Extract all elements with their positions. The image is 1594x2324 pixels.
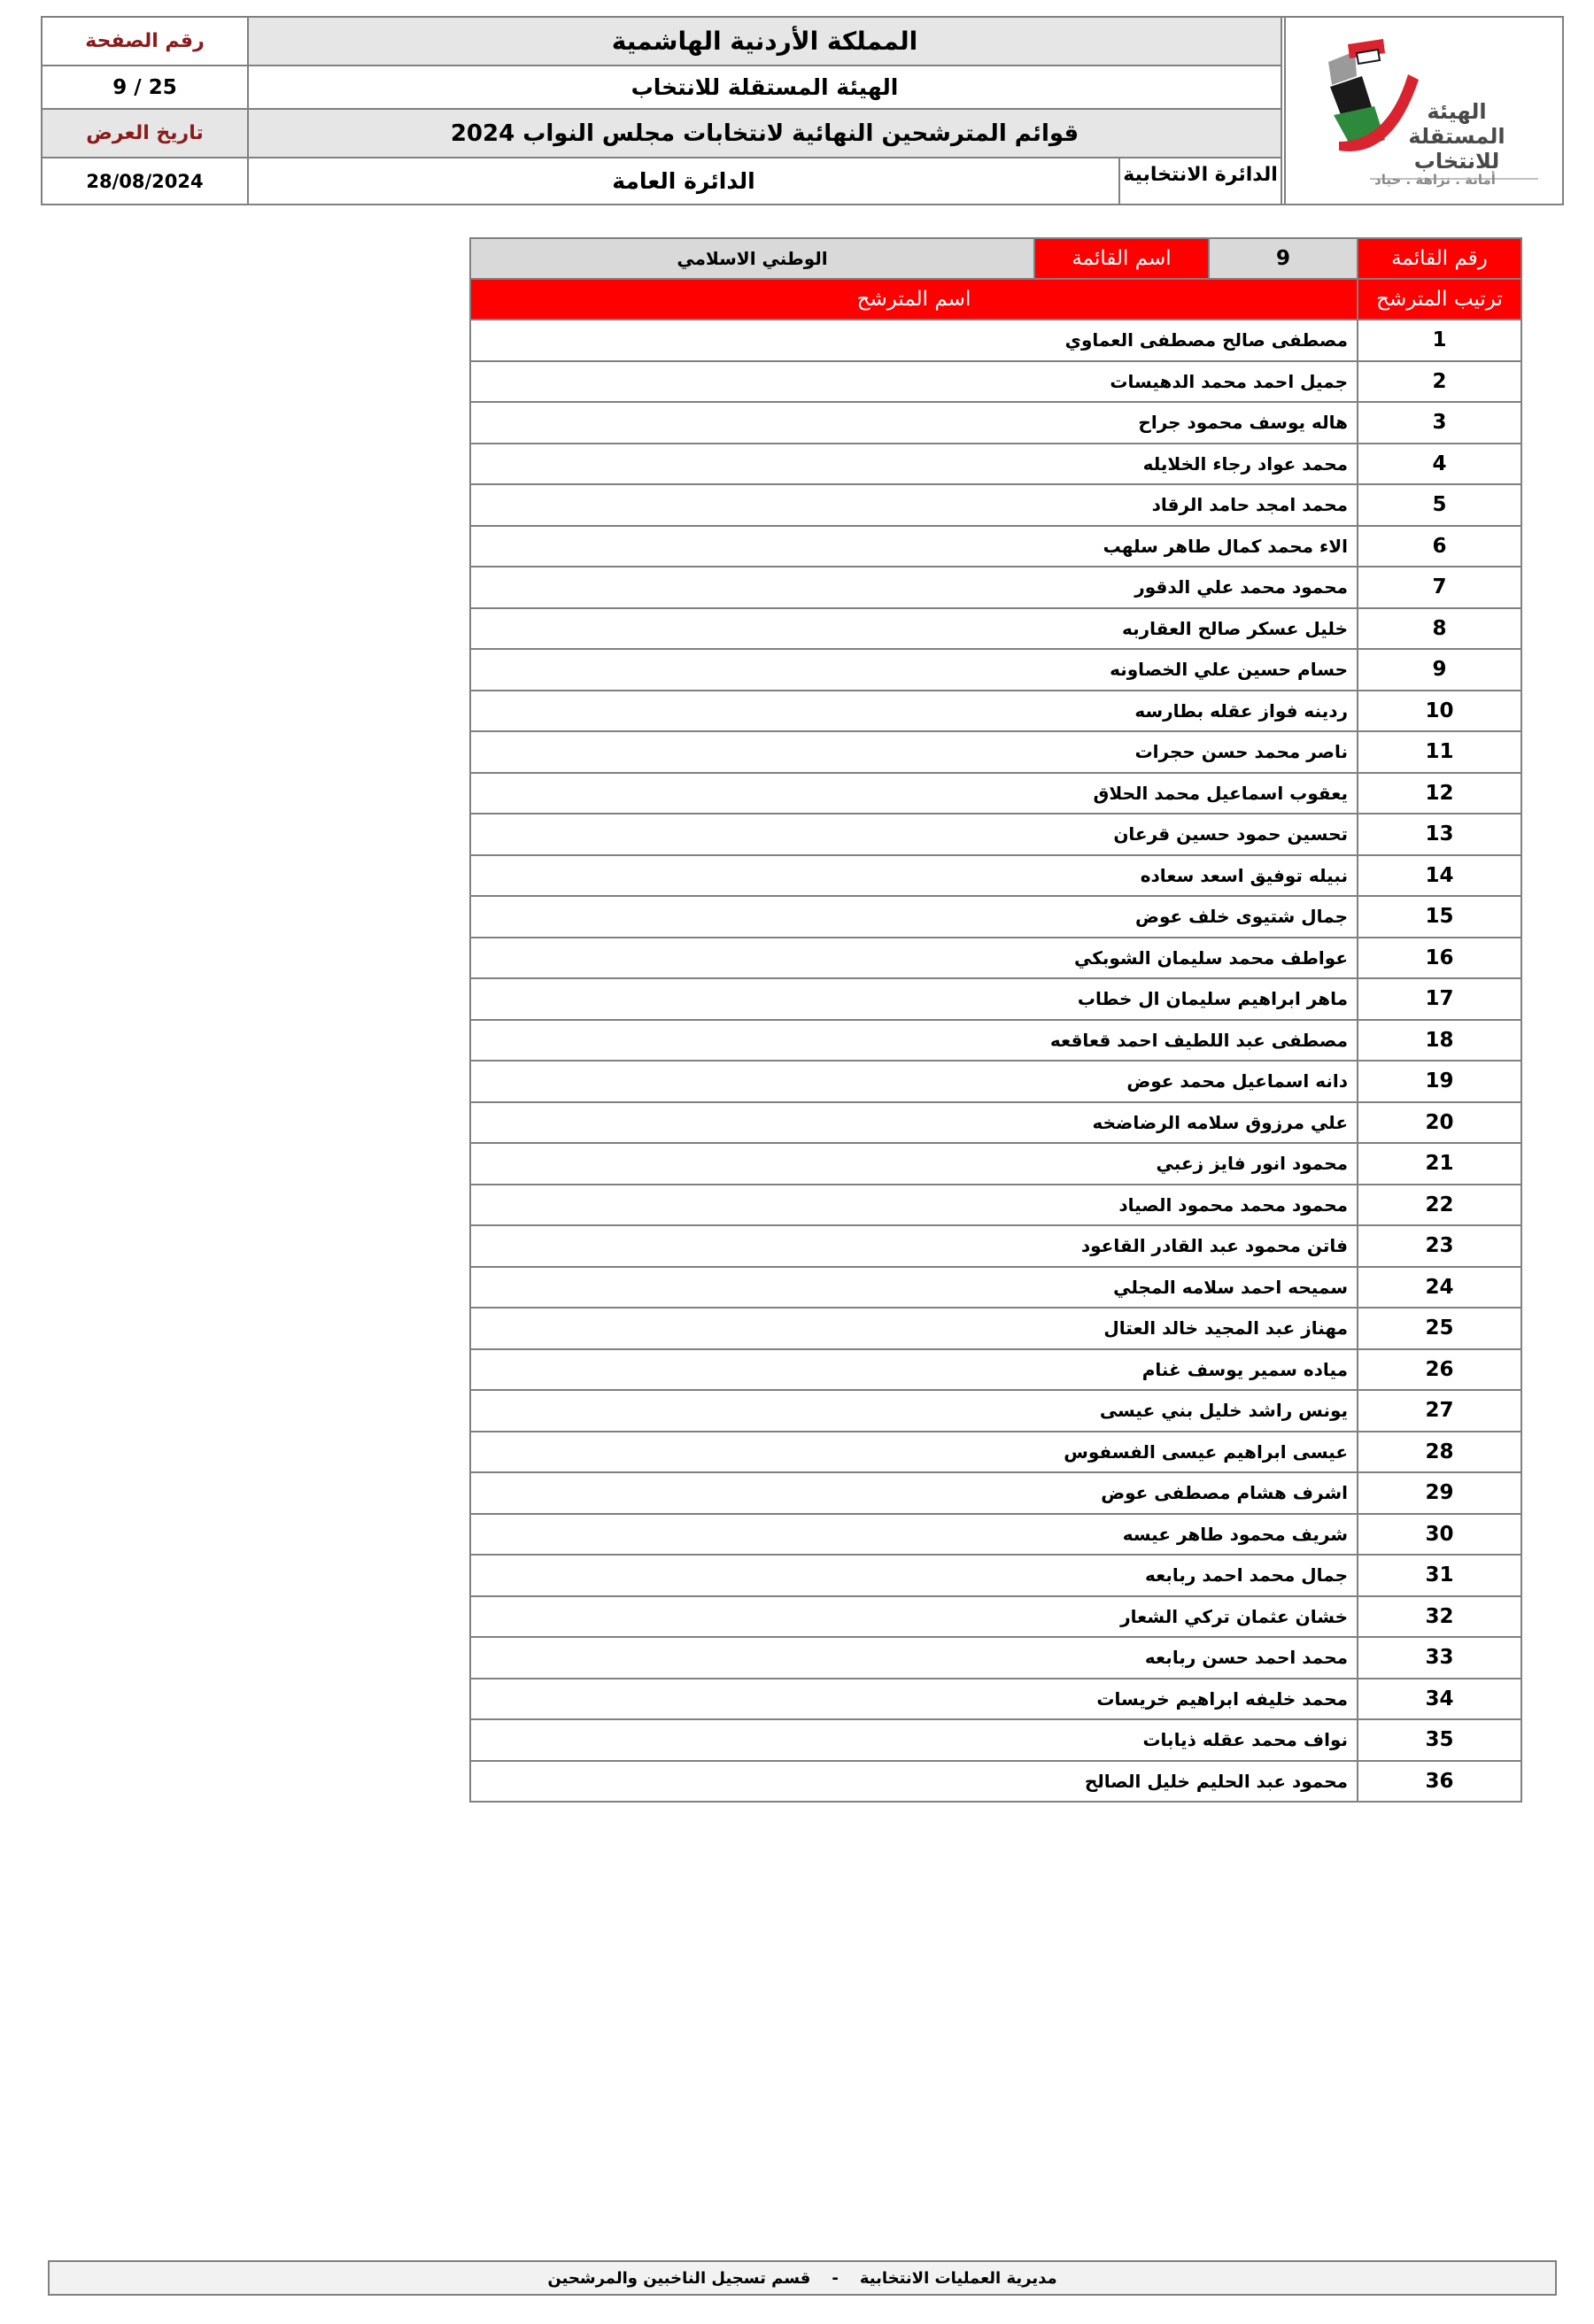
candidate-name: محمود محمد محمود الصياد: [470, 1185, 1358, 1226]
candidate-name: محمود انور فايز زعبي: [470, 1143, 1358, 1185]
table-row: [470, 526, 1521, 567]
candidate-rank: 7: [1358, 567, 1521, 608]
candidate-name: محمد احمد حسن ربابعه: [470, 1637, 1358, 1679]
page-number-value: 9 / 25: [43, 66, 249, 110]
candidate-name: مصطفى عبد اللطيف احمد قعاقعه: [470, 1020, 1358, 1062]
candidate-name: شريف محمود طاهر عيسه: [470, 1514, 1358, 1556]
list-name-label: اسم القائمة: [1034, 238, 1209, 279]
candidate-rank: 31: [1358, 1555, 1521, 1596]
candidate-rank: 21: [1358, 1143, 1521, 1185]
candidate-name: اشرف هشام مصطفى عوض: [470, 1472, 1358, 1514]
candidate-rank: 5: [1358, 484, 1521, 526]
candidate-rank: 30: [1358, 1514, 1521, 1556]
candidate-name: دانه اسماعيل محمد عوض: [470, 1061, 1358, 1102]
candidate-name: جميل احمد محمد الدهيسات: [470, 361, 1358, 403]
candidate-name: نواف محمد عقله ذيابات: [470, 1719, 1358, 1761]
table-row: [470, 361, 1521, 403]
table-row: [470, 1267, 1521, 1309]
table-row: [470, 1555, 1521, 1596]
table-row: [470, 1390, 1521, 1432]
candidate-name: خليل عسكر صالح العقاربه: [470, 608, 1358, 650]
candidate-name: محمد عواد رجاء الخلايله: [470, 444, 1358, 485]
candidate-rank: 4: [1358, 444, 1521, 485]
district-split: [249, 158, 1281, 204]
candidate-name: عواطف محمد سليمان الشوبكي: [470, 938, 1358, 979]
table-row: [470, 1061, 1521, 1102]
table-row: [470, 608, 1521, 650]
candidate-rank: 1: [1358, 320, 1521, 361]
table-row: [470, 814, 1521, 855]
table-row: [470, 1719, 1521, 1761]
candidate-rank: 24: [1358, 1267, 1521, 1309]
display-date-value: 28/08/2024: [43, 158, 249, 204]
column-header-row: [470, 279, 1521, 320]
table-row: [470, 567, 1521, 608]
table-row: [470, 402, 1521, 444]
table-row: [470, 1143, 1521, 1185]
candidates-table: [469, 237, 1522, 1803]
candidate-rank: 3: [1358, 402, 1521, 444]
table-row: [470, 484, 1521, 526]
candidate-name: يونس راشد خليل بني عيسى: [470, 1390, 1358, 1432]
footer-department: قسم تسجيل الناخبين والمرشحين: [547, 2268, 811, 2288]
candidate-rank: 16: [1358, 938, 1521, 979]
table-row: [470, 1514, 1521, 1556]
footer-separator: -: [832, 2268, 839, 2288]
logo-tagline: أمانة . نزاهة . حياد: [1374, 172, 1496, 188]
table-row: [470, 444, 1521, 485]
candidate-name: محمد خليفه ابراهيم خريسات: [470, 1679, 1358, 1720]
candidate-rank: 28: [1358, 1432, 1521, 1473]
page-footer: [48, 2260, 1557, 2296]
candidate-name: تحسين حمود حسين قرعان: [470, 814, 1358, 855]
table-row: [470, 1679, 1521, 1720]
candidate-rank: 15: [1358, 896, 1521, 938]
district-value: الدائرة العامة: [612, 168, 755, 194]
candidate-rank: 11: [1358, 731, 1521, 773]
candidate-rank: 19: [1358, 1061, 1521, 1102]
table-row: [470, 1185, 1521, 1226]
candidate-rank: 2: [1358, 361, 1521, 403]
table-row: [470, 1472, 1521, 1514]
district-label: الدائرة الانتخابية: [1118, 158, 1281, 204]
candidate-name: محمود عبد الحليم خليل الصالح: [470, 1761, 1358, 1803]
page-number-label: رقم الصفحة: [43, 18, 249, 66]
candidate-name: حسام حسين علي الخصاونه: [470, 649, 1358, 691]
candidate-rank: 36: [1358, 1761, 1521, 1803]
candidate-rank: 32: [1358, 1596, 1521, 1638]
candidate-name: مصطفى صالح مصطفى العماوي: [470, 320, 1358, 361]
candidate-rank: 27: [1358, 1390, 1521, 1432]
candidate-rank: 14: [1358, 855, 1521, 897]
candidate-name: مهناز عبد المجيد خالد العتال: [470, 1308, 1358, 1349]
candidate-name: يعقوب اسماعيل محمد الحلاق: [470, 773, 1358, 815]
table-row: [470, 1432, 1521, 1473]
table-row: [470, 1761, 1521, 1803]
kingdom-title: المملكة الأردنية الهاشمية: [249, 18, 1282, 66]
table-row: [470, 1102, 1521, 1144]
header-grid: [43, 18, 1282, 204]
candidate-rank: 23: [1358, 1225, 1521, 1267]
candidate-name: ردينه فواز عقله بطارسه: [470, 691, 1358, 732]
candidate-rank: 13: [1358, 814, 1521, 855]
candidate-rank: 20: [1358, 1102, 1521, 1144]
candidate-name: هاله يوسف محمود جراح: [470, 402, 1358, 444]
logo-name-text: الهيئة المستقلة للانتخاب: [1408, 99, 1505, 174]
list-name-value: الوطني الاسلامي: [470, 238, 1034, 279]
candidate-rank: 26: [1358, 1349, 1521, 1391]
table-row: [470, 855, 1521, 897]
display-date-label: تاريخ العرض: [43, 110, 249, 158]
footer-directorate: مديرية العمليات الانتخابية: [859, 2268, 1057, 2288]
candidate-rank: 34: [1358, 1679, 1521, 1720]
candidate-rank: 18: [1358, 1020, 1521, 1062]
table-row: [470, 1020, 1521, 1062]
table-row: [470, 1349, 1521, 1391]
commission-logo: [1284, 18, 1562, 204]
candidate-rank: 9: [1358, 649, 1521, 691]
candidate-name: محمود محمد علي الدقور: [470, 567, 1358, 608]
table-row: [470, 731, 1521, 773]
district-row: [249, 158, 1282, 204]
commission-subtitle: الهيئة المستقلة للانتخاب: [249, 66, 1282, 110]
candidate-rank: 12: [1358, 773, 1521, 815]
candidate-name: محمد امجد حامد الرقاد: [470, 484, 1358, 526]
candidate-name: جمال محمد احمد ربابعه: [470, 1555, 1358, 1596]
candidate-name: عيسى ابراهيم عيسى الفسفوس: [470, 1432, 1358, 1473]
candidate-column-header: اسم المترشح: [470, 279, 1358, 320]
candidate-rank: 35: [1358, 1719, 1521, 1761]
candidate-rank: 6: [1358, 526, 1521, 567]
candidate-name: الاء محمد كمال طاهر سلهب: [470, 526, 1358, 567]
list-info-row: [470, 238, 1521, 279]
report-title: قوائم المترشحين النهائية لانتخابات مجلس النواب 2024: [249, 110, 1282, 158]
table-row: [470, 978, 1521, 1020]
candidate-name: خشان عثمان تركي الشعار: [470, 1596, 1358, 1638]
candidate-name: فاتن محمود عبد القادر القاعود: [470, 1225, 1358, 1267]
table-row: [470, 896, 1521, 938]
candidate-rank: 8: [1358, 608, 1521, 650]
table-row: [470, 1637, 1521, 1679]
candidate-rank: 33: [1358, 1637, 1521, 1679]
table-row: [470, 773, 1521, 815]
table-row: [470, 691, 1521, 732]
candidate-name: ناصر محمد حسن حجرات: [470, 731, 1358, 773]
candidate-name: سميحه احمد سلامه المجلي: [470, 1267, 1358, 1309]
list-number-label: رقم القائمة: [1358, 238, 1521, 279]
table-row: [470, 1225, 1521, 1267]
table-row: [470, 1308, 1521, 1349]
candidate-name: ماهر ابراهيم سليمان ال خطاب: [470, 978, 1358, 1020]
candidate-rank: 10: [1358, 691, 1521, 732]
candidate-name: علي مرزوق سلامه الرضاضخه: [470, 1102, 1358, 1144]
candidate-rank: 29: [1358, 1472, 1521, 1514]
candidate-rank: 22: [1358, 1185, 1521, 1226]
rank-column-header: ترتيب المترشح: [1358, 279, 1521, 320]
list-number-value: 9: [1209, 238, 1358, 279]
table-row: [470, 320, 1521, 361]
candidate-rank: 17: [1358, 978, 1521, 1020]
document-header: [41, 16, 1564, 205]
table-row: [470, 649, 1521, 691]
table-row: [470, 1596, 1521, 1638]
candidate-name: نبيله توفيق اسعد سعاده: [470, 855, 1358, 897]
candidate-rank: 25: [1358, 1308, 1521, 1349]
table-row: [470, 938, 1521, 979]
candidate-name: مياده سمير يوسف غنام: [470, 1349, 1358, 1391]
candidate-name: جمال شتيوى خلف عوض: [470, 896, 1358, 938]
